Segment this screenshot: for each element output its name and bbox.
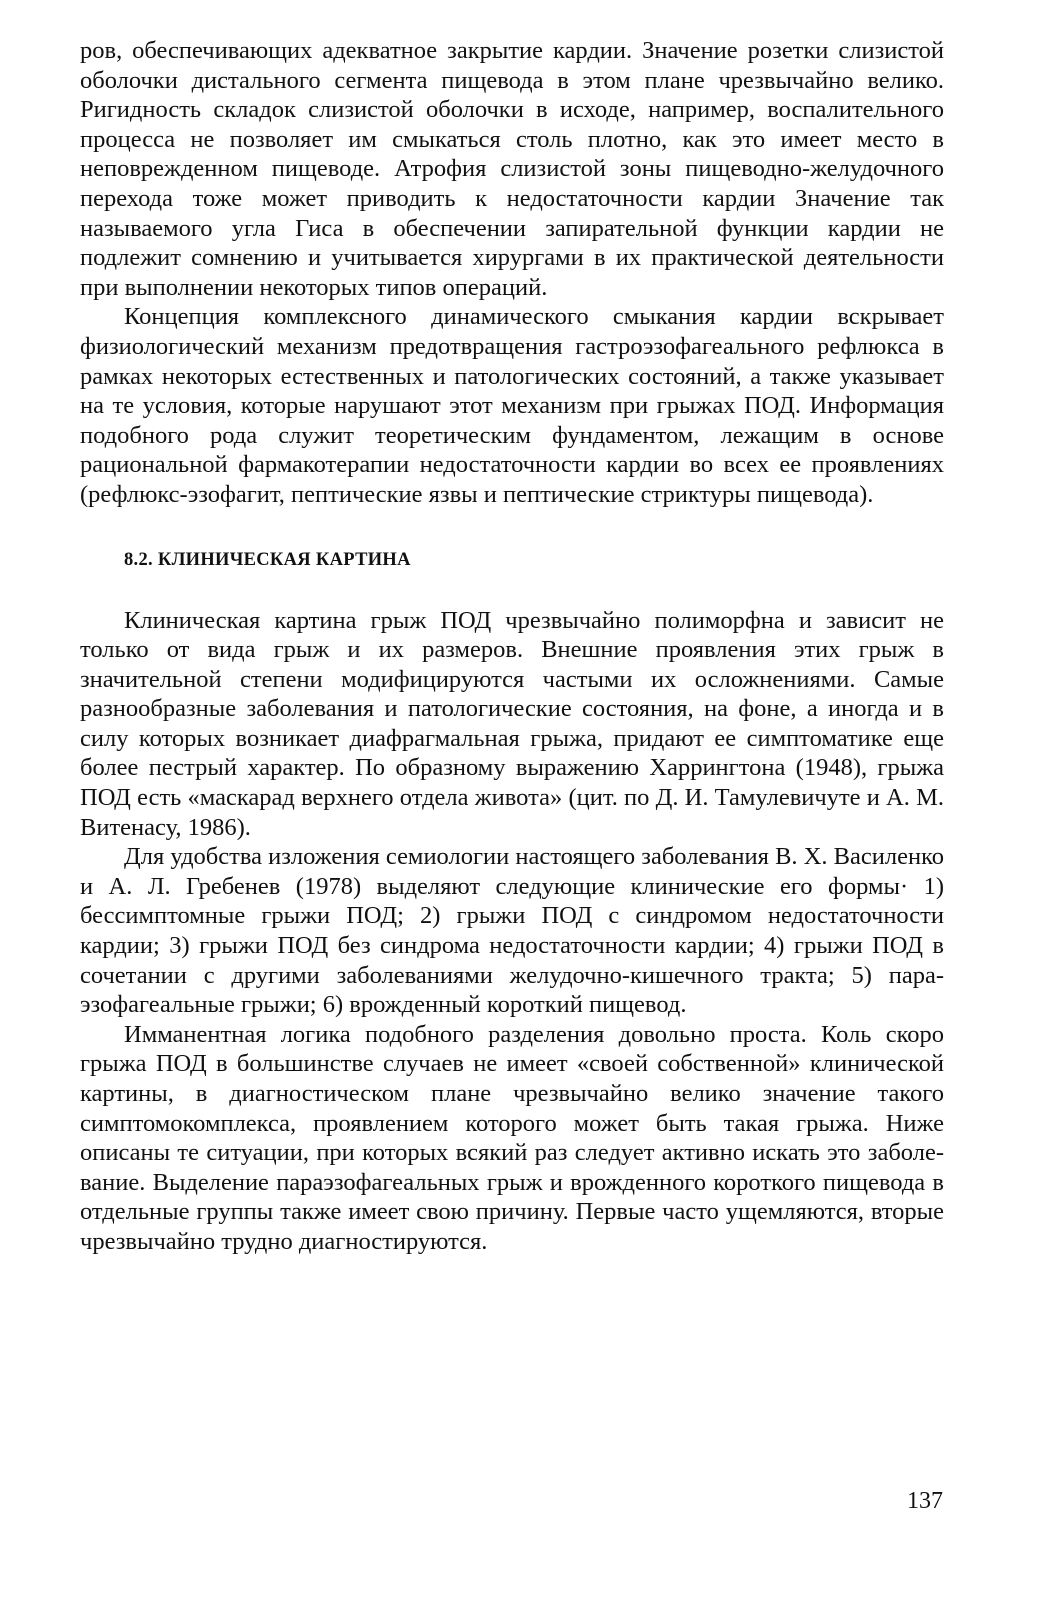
paragraph-continuation: ров, обеспечивающих адекватное закрытие кардии. Значение розетки слизистой оболочки дистального сегмента пищевода в этом плане чрезвычайно велико. Ригидность складок слизистой оболочки в исходе, например, воспалительного процесса не позволяет им смыкаться столь плотно, как это имеет место в неповрежденном пищеводе. Атрофия слизистой зоны пищеводно-желудочного перехода тоже может приводить к недостаточности кардии Значение так называемого угла Гиса в обеспечении запирательной функции кардии не подлежит сомнению и учитывается хирургами в их практической деятельности при выполнении некоторых типов операций. (80, 37, 944, 301)
paragraph-clinical-forms: Для удобства изложения семиологии настоящего заболевания В. Х. Василенко и А. Л. Гребенев (1978) выделяют следующие клинические его формы· 1) бессимптомные грыжи ПОД; 2) грыжи ПОД с синдромом недостаточности кардии; 3) грыжи ПОД без синдрома недостаточности кардии; 4) грыжи ПОД в сочетании с другими заболеваниями желудочно-кишечного тракта; 5) параэзофагеальные грыжи; 6) врожденный короткий пищевод. (80, 843, 944, 1019)
paragraph-logic: Имманентная логика подобного разделения довольно проста. Коль скоро грыжа ПОД в большинстве случаев не имеет «своей собственной» клинической картины, в диагностическом плане чрезвычайно велико значение такого симптомокомплекса, проявлением которого может быть такая грыжа. Ниже описаны те ситуации, при которых всякий раз следует активно искать это заболевание. Выделение параэзофагеальных грыж и врожденного короткого пищевода в отдельные группы также имеет свою причину. Первые часто ущемляются, вторые чрезвычайно трудно диагностируются. (80, 1020, 944, 1255)
page-body (80, 36, 944, 1257)
paragraph-concept: Концепция комплексного динамического смыкания кардии вскрывает физиологический механизм предотвращения гастроэзофагеального рефлюкса в рамках некоторых естественных и патологических состояний, а также указывает на те условия, которые нарушают этот механизм при грыжах ПОД. Информация подобного рода служит теоретическим фундаментом, лежащим в основе рациональной фармакотерапии недостаточности кардии во всех ее проявлениях (рефлюкс-эзофагит, пептические язвы и пептические стриктуры пищевода). (80, 303, 944, 508)
section-heading: 8.2. КЛИНИЧЕСКАЯ КАРТИНА (124, 549, 411, 570)
paragraph-clinical-picture: Клиническая картина грыж ПОД чрезвычайно полиморфна и зависит не только от вида грыж и их размеров. Внешние проявления этих грыж в значительной степени модифицируются частыми их осложнениями. Самые разнообразные заболевания и патологические состояния, на фоне, а иногда и в силу которых возникает диафрагмальная грыжа, придают ее симптоматике еще более пестрый характер. По образному выражению Харрингтона (1948), грыжа ПОД есть «маскарад верхнего отдела живота» (цит. по Д. И. Тамулевичуте и А. М. Витенасу, 1986). (80, 606, 944, 841)
page-number: 137 (907, 1488, 943, 1514)
